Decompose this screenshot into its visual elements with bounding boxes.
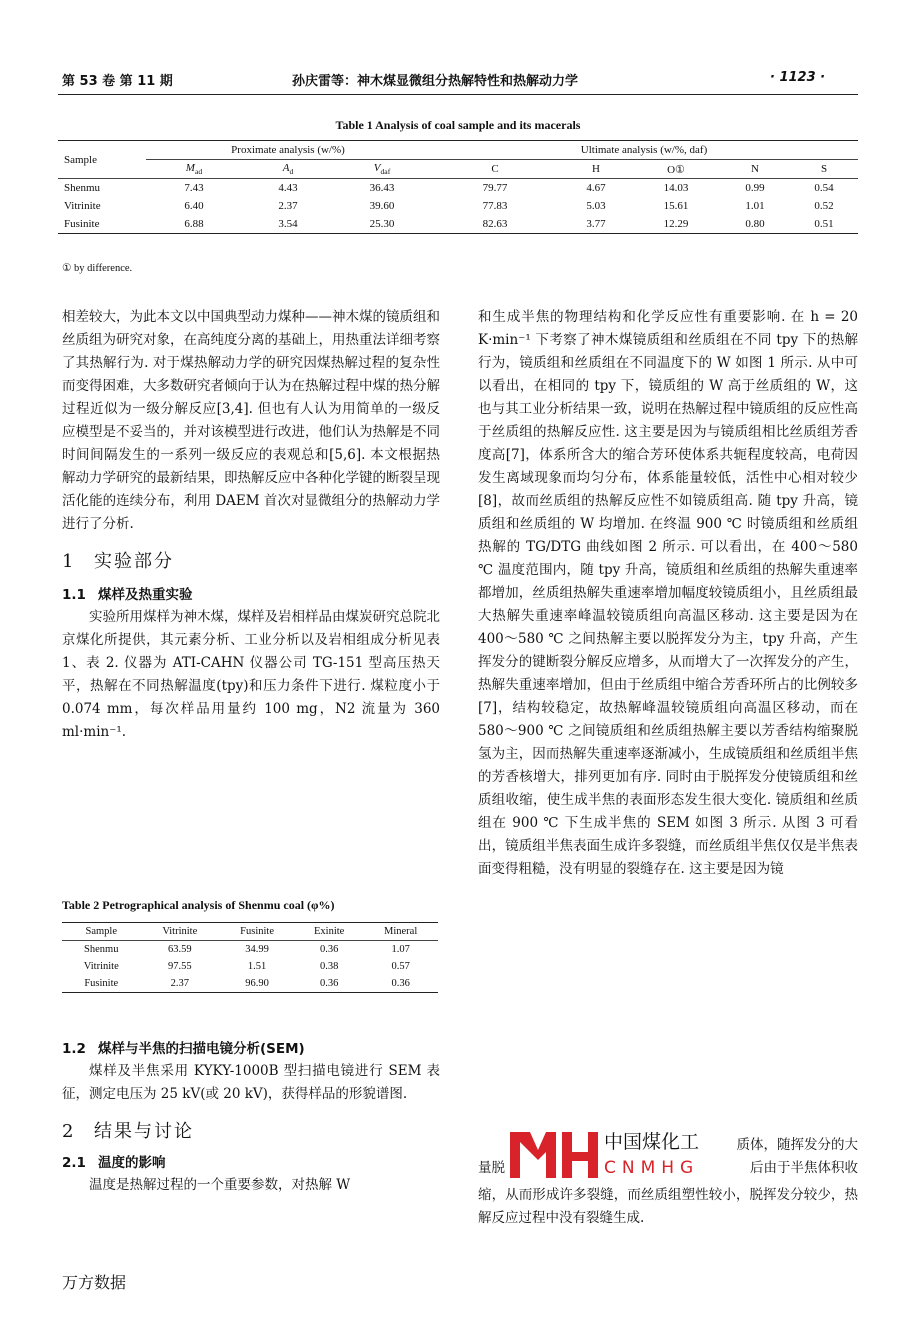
right-column-paragraph: 和生成半焦的物理结构和化学反应性有重要影响. 在 h = 20 K·min⁻¹ 下考察了神木煤镜质组和丝质组在不同 tpy 下的热解行为，镜质组和丝质组在不同温度下的 W 如图 1 所示. 从中可以看出，在相同的 tpy 下，镜质组的 W 高于丝质组的 W，这也与其工业分析结果一致，说明在热解过程中镜质组的反应性高于丝质组的热解反应性. 这主要是因为与镜质组相比丝质组芳香度高[7]，体系所含大的缩合芳环使体系共轭程度较高，电荷因发生离域现象而均匀分布，体系能量较低，活性中心相对较少[8]，故而丝质组的热解反应性不如镜质组高. 随 tpy 升高，镜质组和丝质组的 W 均增加. 在终温 900 ℃ 时镜质组和丝质组热解的 TG/DTG 曲线如图 2 所示. 可以看出，在 400～580 ℃ 温度范围内，随 tpy 升高，镜质组和丝质组的热解失重速率都增加，丝质组热解失重速率增加幅度较镜质组小，且丝质组最大热解失重速率峰温较镜质组向高温区移动. 这主要是因为在 400～580 ℃ 之间热解主要以脱挥发分为主，tpy 升高，产生挥发分的键断裂分解反应增多，从而增大了一次挥发分的产生，热解失重速率增加，但由于丝质组中缩合芳香环所占的比例较多[7]，结构较稳定，故热解峰温较镜质组向高温区移动，而在 580～900 ℃ 之间镜质组和丝质组热解主要以芳香结构缩聚脱氢为主，因而热解失重速率逐渐减小，生成镜质组和丝质组半焦的芳香核增大，排列更加有序. 同时由于脱挥发分使镜质组和丝质组收缩，使生成半焦的表面形态发生很大变化. 镜质组和丝质组在 900 ℃ 下生成半焦的 SEM 如图 3 所示. 从图 3 可看出，镜质组半焦表面生成许多裂缝，而丝质组半焦仅仅是半焦表面变得粗糙，没有明显的裂缝存在. 这主要是因为镜 <box>478 309 858 877</box>
table1-col-head: N <box>751 163 759 175</box>
row-label: Vitrinite <box>64 200 101 212</box>
table-cell: 1.07 <box>391 944 410 955</box>
row-label: Shenmu <box>84 944 119 955</box>
table2-col-head: Fusinite <box>240 926 274 937</box>
hidden-line-2-tail: 后由于半焦体积收 <box>750 1160 858 1176</box>
table2-caption: Table 2 Petrographical analysis of Shenmu coal (φ%) <box>62 898 335 912</box>
table-cell: 39.60 <box>369 200 395 212</box>
row-label: Shenmu <box>64 182 101 194</box>
subsection-2-1-heading <box>62 1152 440 1174</box>
table-cell: 97.55 <box>167 961 192 972</box>
left-column-continued <box>62 1038 440 1197</box>
table-row <box>58 179 858 198</box>
table-cell: 36.43 <box>369 182 395 194</box>
subsection-title: 煤样及热重实验 <box>98 587 193 603</box>
table1-col-head: C <box>491 163 499 175</box>
table-cell: 0.36 <box>319 978 339 989</box>
subsection-number: 1.1 <box>62 587 86 603</box>
table2-col-head: Exinite <box>314 926 345 937</box>
col-symbol: V <box>373 161 381 174</box>
table-cell: 2.37 <box>170 978 189 989</box>
table-cell: 0.54 <box>814 182 834 194</box>
running-title: 孙庆雷等：神木煤显微组分热解特性和热解动力学 <box>292 74 579 89</box>
col-subscript: d <box>289 167 294 177</box>
journal-volume-issue: 第 53 卷 第 11 期 <box>62 74 173 89</box>
table-cell: 15.61 <box>663 200 689 212</box>
page-number: · 1123 · <box>770 70 826 85</box>
table-cell: 6.40 <box>184 200 204 212</box>
table1 <box>58 140 858 234</box>
table1-col-head: O① <box>667 163 685 176</box>
table1-sample-head: Sample <box>58 141 146 179</box>
table-cell: 0.80 <box>745 218 765 230</box>
watermark-name: 中国煤化工 <box>604 1131 700 1153</box>
table-cell: 0.57 <box>391 961 410 972</box>
hidden-line-1-tail: 质体，随挥发分的大 <box>736 1137 858 1153</box>
table-row <box>58 197 858 215</box>
table-cell: 3.77 <box>586 218 606 230</box>
subsection-title: 温度的影响 <box>98 1155 166 1171</box>
subsection-1-2-heading <box>62 1038 440 1060</box>
table1-footnote: ① by difference. <box>62 263 133 274</box>
table-cell: 3.54 <box>278 218 298 230</box>
section-number: 2 <box>62 1121 76 1142</box>
table1-col-head: H <box>592 163 600 175</box>
subsection-number: 1.2 <box>62 1041 86 1057</box>
section-1-heading <box>62 550 440 574</box>
table-cell: 77.83 <box>482 200 508 212</box>
table1-ultimate-group: Ultimate analysis (w/%, daf) <box>430 141 858 160</box>
table-cell: 34.99 <box>245 944 269 955</box>
subsection-1-1-heading <box>62 584 440 606</box>
table-cell: 5.03 <box>586 200 606 212</box>
table-cell: 12.29 <box>663 218 689 230</box>
col-symbol: M <box>185 161 195 174</box>
table1-proximate-group: Proximate analysis (w/%) <box>146 141 430 160</box>
row-label: Fusinite <box>64 218 100 230</box>
table-cell: 2.37 <box>278 200 298 212</box>
right-column <box>478 306 858 881</box>
table-cell: 0.36 <box>319 944 339 955</box>
table-cell: 25.30 <box>369 218 395 230</box>
col-subscript: ad <box>194 167 203 177</box>
final-paragraph: 缩，从而形成许多裂缝，而丝质组塑性较小，脱挥发分较少，热解反应过程中没有裂缝生成. <box>478 1187 858 1226</box>
section-title: 结果与讨论 <box>94 1121 194 1142</box>
watermark-logo <box>508 1128 600 1182</box>
table-cell: 14.03 <box>663 182 689 194</box>
table-cell: 63.59 <box>167 944 192 955</box>
table-cell: 0.38 <box>319 961 339 972</box>
table-cell: 6.88 <box>184 218 204 230</box>
table-row <box>58 215 858 234</box>
table-cell: 1.01 <box>745 200 765 212</box>
table2-col-head: Vitrinite <box>162 926 198 937</box>
table-cell: 79.77 <box>482 182 508 194</box>
subsection-1-2-paragraph: 煤样及半焦采用 KYKY-1000B 型扫描电镜进行 SEM 表征，测定电压为 25 kV(或 20 kV)，获得样品的形貌谱图. <box>62 1063 440 1102</box>
col-symbol: A <box>282 161 290 174</box>
row-label: Vitrinite <box>83 961 119 972</box>
table-cell: 0.52 <box>814 200 834 212</box>
col-subscript: daf <box>380 167 391 177</box>
table1-col-head: S <box>820 163 828 175</box>
table1-col-head <box>146 160 242 179</box>
subsection-number: 2.1 <box>62 1155 86 1171</box>
section-2-heading <box>62 1120 440 1144</box>
table1-col-head <box>334 160 430 179</box>
table-row <box>62 975 438 993</box>
table-cell: 4.67 <box>586 182 606 194</box>
header-rule <box>58 94 858 95</box>
subsection-title: 煤样与半焦的扫描电镜分析(SEM) <box>98 1041 305 1057</box>
watermark-abbr: CNMHG <box>604 1158 700 1178</box>
row-label: Fusinite <box>84 978 119 989</box>
table-row <box>62 941 438 959</box>
hidden-line-2-head: 量脱 <box>478 1160 505 1176</box>
mh-logo-icon <box>508 1128 600 1182</box>
table-cell: 4.43 <box>278 182 298 194</box>
source-footer: 万方数据 <box>62 1273 127 1292</box>
table2-col-head: Mineral <box>384 926 418 937</box>
table-cell: 1.51 <box>247 961 267 972</box>
table-cell: 82.63 <box>482 218 508 230</box>
table-cell: 0.36 <box>391 978 410 989</box>
subsection-2-1-paragraph: 温度是热解过程的一个重要参数，对热解 W <box>89 1177 351 1193</box>
section-number: 1 <box>62 551 76 572</box>
left-column <box>62 306 440 744</box>
table-cell: 96.90 <box>245 978 269 989</box>
right-column-final <box>478 1184 858 1230</box>
table-cell: 0.51 <box>814 218 834 230</box>
table1-col-head <box>242 160 334 179</box>
subsection-1-1-paragraph: 实验所用煤样为神木煤，煤样及岩相样品由煤炭研究总院北京煤化所提供，其元素分析、工业分析以及岩相组成分析见表 1、表 2. 仪器为 ATI-CAHN 仪器公司 TG-151 型高压热天平，热解在不同热解温度(tpy)和压力条件下进行. 煤粒度小于 0.074 mm，每次样品用量约 100 mg，N2 流量为 360 ml·min⁻¹. <box>62 609 440 740</box>
intro-paragraph: 相差较大，为此本文以中国典型动力煤种——神木煤的镜质组和丝质组为研究对象，在高纯度分离的基础上，用热重法详细考察了其热解行为. 对于煤热解动力学的研究因煤热解过程的复杂性而变得困难，大多数研究者倾向于认为在热解过程中煤的热分解过程近似为一级分解反应[3,4]. 但也有人认为用简单的一级反应模型是不妥当的，并对该模型进行改进，他们认为热解是不同时间间隔发生的一系列一级反应的表观总和[5,6]. 本文根据热解动力学研究的最新结果，即热解反应中各种化学键的断裂呈现活化能的连续分布，利用 DAEM 首次对显微组分的热解动力学进行了分析. <box>62 309 440 532</box>
table-cell: 0.99 <box>745 182 765 194</box>
section-title: 实验部分 <box>94 551 174 572</box>
table-row <box>62 958 438 975</box>
table-cell: 7.43 <box>184 182 204 194</box>
table1-caption: Table 1 Analysis of coal sample and its macerals <box>335 118 581 132</box>
table2-col-head: Sample <box>85 926 118 937</box>
table2 <box>62 922 438 993</box>
